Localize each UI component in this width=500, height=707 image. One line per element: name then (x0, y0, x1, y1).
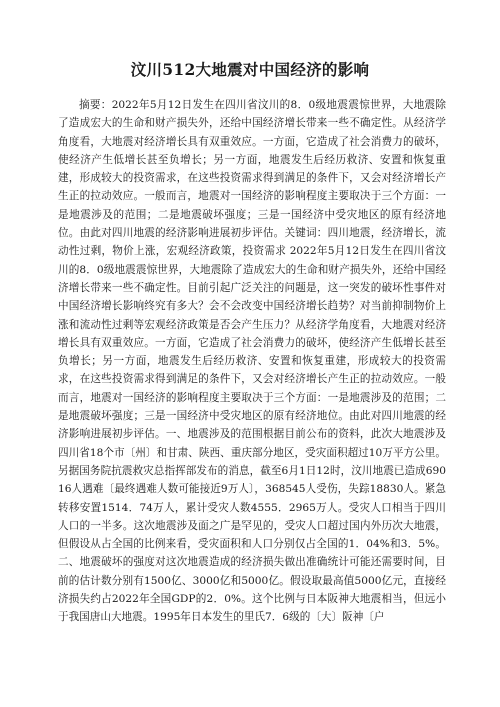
document-body: 摘要：2022年5月12日发生在四川省汶川的8．0级地震震惊世界，大地震除了造成宏大的生命和财产损失外，还给中国经济增长带来一些不确定性。从经济学角度看，大地震对经济增长具有双重效应。一方面，它造成了社会消费力的破坏，使经济产生低增长甚至负增长；另一方面，地震发生后经历救济、安置和恢复重建，形成较大的投资需求，在这些投资需求得到满足的条件下，又会对经济增长产生正的拉动效应。一般而言，地震对一国经济的影响程度主要取决于三个方面：一是地震涉及的范围；二是地震破坏强度；三是一国经济中受灾地区的原有经济地位。由此对四川地震的经济影响进展初步评估。关键词：四川地震，经济增长，流动性过剩，物价上涨，宏观经济政策，投资需求 2022年5月12日发生在四川省汶川的8．0级地震震惊世界，大地震除了造成宏大的生命和财产损失外，还给中国经济增长带来一些不确定性。目前引起广泛关注的问题是，这一突发的破坏性事件对中国经济增长影响终究有多大？会不会改变中国经济增长趋势？对当前抑制物价上涨和流动性过剩等宏观经济政策是否会产生压力？从经济学角度看，大地震对经济增长具有双重效应。一方面，它造成了社会消费力的破坏，使经济产生低增长甚至负增长；另一方面，地震发生后经历救济、安置和恢复重建，形成较大的投资需求，在这些投资需求得到满足的条件下，又会对经济增长产生正的拉动效应。一般而言，地震对一国经济的影响程度主要取决于三个方面：一是地震涉及的范围；二是地震破坏强度；三是一国经济中受灾地区的原有经济地位。由此对四川地震的经济影响进展初步评估。一、地震涉及的范围根据目前公布的资料，此次大地震涉及四川省18个市〔州〕和甘肃、陕西、重庆部分地区，受灾面积超过10万平方公里。另据国务院抗震救灾总指挥部发布的消息，截至6月1日12时，汶川地震已造成69016人遇难〔最终遇难人数可能接近9万人〕，368545人受伤，失踪18830人。紧急转移安置1514．74万人，累计受灾人数4555．2965万人。受灾人口相当于四川人口的一半多。这次地震涉及面之广是罕见的，受灾人口超过国内外历次大地震，但假设从占全国的比例来看，受灾面积和人口分别仅占全国的1．04%和3．5%。二、地震破坏的强度对这次地震造成的经济损失做出准确统计可能还需要时间，目前的估计数分别有1500亿、3000亿和5000亿。假设取最高值5000亿元，直接经济损失约占2022年全国GDP的2．0%。这个比例与日本阪神大地震相当，但远小于我国唐山大地震。1995年日本发生的里氏7．6级的〔大〕阪神〔户 (58, 99, 446, 624)
document-title: 汶川512大地震对中国经济的影响 (130, 60, 370, 79)
